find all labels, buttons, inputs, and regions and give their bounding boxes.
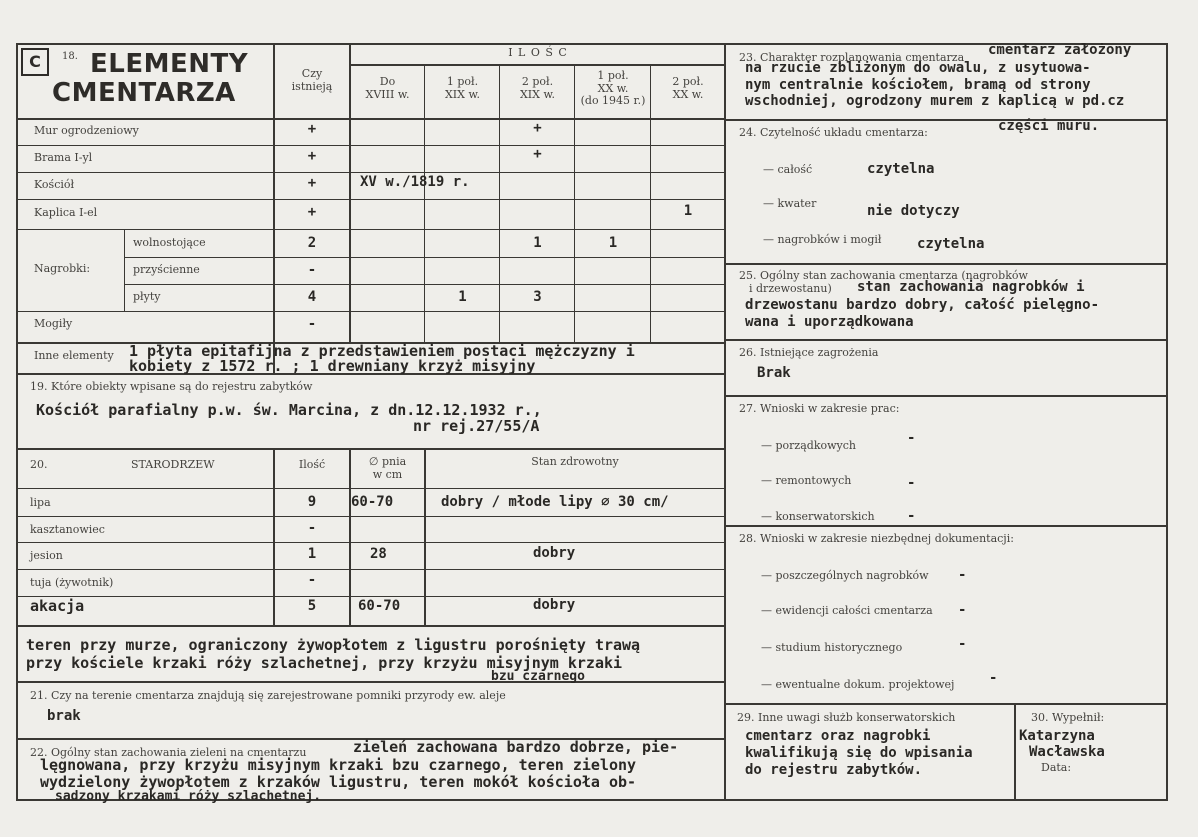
rule	[16, 488, 726, 489]
column-pnia	[351, 456, 424, 481]
column-czy-line1: Czy	[301, 67, 323, 80]
rule	[16, 596, 726, 597]
rule	[499, 64, 500, 343]
tree-stan: dobry	[533, 597, 576, 613]
date-label: Data:	[1041, 761, 1072, 774]
section-25-line3: wana i uporządkowana	[745, 314, 914, 330]
value-wolno-count: 2	[307, 235, 317, 251]
column-ilosc: Ilość	[298, 458, 326, 471]
section-title-line1: ELEMENTY	[90, 49, 249, 79]
filled-by-name1: Katarzyna	[1019, 728, 1095, 744]
doc-item-label: — poszczególnych nagrobków	[761, 569, 929, 582]
section-29-label: 29. Inne uwagi służb konserwatorskich	[737, 711, 956, 724]
period-header-2	[426, 76, 499, 101]
period-header-1-line1: Do	[379, 75, 396, 88]
rule	[349, 64, 725, 66]
section-26-label: 26. Istniejące zagrożenia	[739, 346, 879, 359]
row-label-kosciol: Kościół	[34, 178, 75, 191]
doc-item-value: -	[958, 636, 967, 652]
section-22-line1: zieleń zachowana bardzo dobrze, pie-	[353, 738, 679, 756]
notes-line1: teren przy murze, ograniczony żywopłotem z ligustru porośnięty trawą	[26, 636, 641, 654]
section-letter-box: C	[21, 48, 49, 76]
remontowych-value: -	[907, 475, 916, 491]
rule	[16, 516, 726, 517]
column-group-ilosc: I L O Ś C	[508, 46, 568, 59]
section-title-line2: CMENTARZA	[52, 78, 236, 108]
rule	[424, 448, 426, 626]
period-header-4-line1: 1 poł.	[597, 69, 629, 82]
tree-pnia: 60-70	[358, 598, 401, 614]
remontowych-label: — remontowych	[761, 474, 852, 487]
value-plyty-count: 4	[307, 289, 317, 305]
rule	[424, 64, 425, 343]
row-label-inne: Inne elementy	[34, 349, 114, 362]
tree-name: kasztanowiec	[30, 523, 105, 536]
section-25-label-line1: 25. Ogólny stan zachowania cmentarza (nagrobków	[739, 269, 1028, 282]
section-19-line1: Kościół parafialny p.w. św. Marcina, z dn.12.12.1932 r.,	[36, 401, 542, 419]
tree-stan: dobry / młode lipy ∅ 30 cm/	[441, 494, 669, 510]
period-header-4-line2: XX w.	[597, 81, 629, 95]
rule	[724, 703, 1168, 705]
period-header-3	[501, 76, 574, 101]
column-pnia-line2: w cm	[372, 467, 403, 481]
period-header-4	[576, 70, 650, 108]
period-header-2-line1: 1 poł.	[446, 75, 479, 88]
tree-name: tuja (żywotnik)	[30, 576, 114, 589]
frame-left	[16, 43, 18, 801]
value-mur-exists: +	[307, 121, 317, 137]
tree-count: -	[307, 572, 317, 588]
section-number: 18.	[62, 51, 78, 62]
tree-name: jesion	[30, 549, 63, 562]
kwater-label: — kwater	[763, 197, 817, 210]
konserwatorskich-label: — konserwatorskich	[761, 510, 875, 523]
section-23-line3: nym centralnie kościołem, bramą od strony	[745, 77, 1091, 93]
column-stan: Stan zdrowotny	[531, 455, 619, 468]
tree-count: 9	[307, 494, 317, 510]
tree-name: lipa	[30, 496, 51, 509]
rule	[16, 172, 726, 173]
section-29-line3: do rejestru zabytków.	[745, 762, 923, 778]
section-22-label: 22. Ogólny stan zachowania zieleni na cmentarzu	[30, 746, 307, 759]
section-21-label: 21. Czy na terenie cmentarza znajdują się zarejestrowane pomniki przyrody ew. aleje	[30, 689, 506, 702]
section-23-line4: wschodniej, ogrodzony murem z kaplicą w pd.cz	[745, 93, 1125, 109]
calosc-value: czytelna	[867, 161, 935, 177]
nagrobkow-value: czytelna	[917, 236, 985, 252]
value-mogily-count: -	[307, 316, 317, 332]
tree-pnia: 60-70	[351, 494, 394, 510]
notes-line3: bzu czarnego	[491, 669, 585, 684]
period-header-3-line2: XIX w.	[519, 87, 556, 101]
row-label-brama: Brama I-yl	[34, 151, 93, 164]
period-header-5-line1: 2 poł.	[672, 75, 704, 88]
section-23-line1: cmentarz założony	[988, 42, 1132, 58]
row-label-mogily: Mogiły	[34, 317, 73, 330]
doc-item-value: -	[958, 567, 967, 583]
row-label-wolnostojace: wolnostojące	[133, 236, 206, 249]
value-przy-count: -	[307, 262, 317, 278]
value-brama-exists: +	[307, 148, 317, 164]
period-header-5	[652, 76, 724, 101]
rule	[16, 448, 726, 450]
rule	[724, 339, 1168, 341]
rule	[16, 229, 726, 230]
kwater-value: nie dotyczy	[867, 203, 960, 219]
rule	[724, 525, 1168, 527]
section-26-value: Brak	[757, 365, 791, 381]
rule	[1014, 703, 1016, 801]
section-24-label: 24. Czytelność układu cmentarza:	[739, 126, 928, 139]
section-29-line1: cmentarz oraz nagrobki	[745, 728, 931, 744]
section-22-line4: sadzony krzakami róży szlachetnej.	[55, 789, 322, 804]
rule	[650, 64, 651, 343]
tree-pnia: 28	[370, 546, 387, 562]
section-20-title: STARODRZEW	[131, 458, 215, 471]
calosc-label: — całość	[763, 163, 813, 176]
tree-name: akacja	[30, 597, 85, 615]
inne-text-line2: kobiety z 1572 r. ; 1 drewniany krzyż misyjny	[129, 357, 536, 375]
value-mur-p3: +	[533, 120, 542, 136]
period-header-2-line2: XIX w.	[444, 87, 481, 101]
column-pnia-line1: ∅ pnia	[368, 455, 407, 468]
row-label-przyscienne: przyścienne	[133, 263, 200, 276]
value-kosciol-p1: XV w./1819 r.	[360, 174, 470, 190]
period-header-1-line2: XVIII w.	[365, 87, 410, 101]
value-plyty-p2: 1	[458, 289, 467, 305]
rule	[724, 395, 1168, 397]
rule	[16, 311, 726, 312]
divider-main	[724, 43, 726, 801]
section-22-line3: wydzielony żywopłotem z krzaków ligustru, teren mokół kościoła ob-	[40, 773, 637, 791]
section-30-label: 30. Wypełnił:	[1031, 711, 1105, 724]
tree-count: 1	[307, 546, 317, 562]
section-19-line2: nr rej.27/55/A	[413, 417, 540, 435]
period-header-3-line1: 2 poł.	[521, 75, 554, 88]
rule	[124, 284, 726, 285]
rule	[574, 64, 575, 343]
row-label-kaplica: Kaplica I-el	[34, 206, 98, 219]
value-wolno-p4: 1	[608, 235, 618, 251]
section-25-line2: drzewostanu bardzo dobry, całość pielęgno-	[745, 297, 1100, 313]
rule	[16, 625, 726, 627]
section-23-label: 23. Charakter rozplanowania cmentarza	[739, 51, 965, 64]
section-22-line2: lęgnowana, przy krzyżu misyjnym krzaki bzu czarnego, teren zielony	[40, 756, 637, 774]
inne-text-line1: 1 płyta epitafijna z przedstawieniem postaci mężczyzny i	[129, 342, 635, 360]
row-label-mur: Mur ogrodzeniowy	[34, 124, 139, 137]
doc-item-label: — ewidencji całości cmentarza	[761, 604, 933, 617]
period-header-5-line2: XX w.	[672, 87, 704, 101]
section-23-line5: części muru.	[998, 118, 1100, 134]
section-19-label: 19. Które obiekty wpisane są do rejestru zabytków	[30, 380, 313, 393]
tree-stan: dobry	[533, 545, 576, 561]
row-label-plyty: płyty	[133, 290, 161, 303]
value-kaplica-exists: +	[307, 204, 317, 220]
tree-count: 5	[307, 598, 317, 614]
frame-right	[1166, 43, 1168, 801]
value-wolno-p3: 1	[533, 235, 542, 251]
notes-line2: przy kościele krzaki róży szlachetnej, przy krzyżu misyjnym krzaki	[26, 654, 623, 672]
column-czy	[275, 68, 349, 93]
section-29-line2: kwalifikują się do wpisania	[745, 745, 973, 761]
section-27-label: 27. Wnioski w zakresie prac:	[739, 402, 900, 415]
section-21-value: brak	[47, 708, 81, 724]
rule	[16, 199, 726, 200]
konserwatorskich-value: -	[907, 508, 916, 524]
section-20-number: 20.	[30, 458, 48, 471]
porzadkowych-label: — porządkowych	[761, 439, 856, 452]
doc-item-value: -	[958, 602, 967, 618]
rule	[16, 542, 726, 543]
value-kosciol-exists: +	[307, 175, 317, 191]
filled-by-name2: Wacławska	[1029, 744, 1105, 760]
rule	[724, 263, 1168, 265]
column-czy-line2: istnieją	[291, 79, 333, 93]
nagrobkow-label: — nagrobków i mogił	[763, 233, 882, 246]
section-25-line1: stan zachowania nagrobków i	[857, 279, 1085, 295]
value-kaplica-p5: 1	[683, 203, 693, 219]
rule	[16, 569, 726, 570]
section-23-line2: na rzucie zbliżonym do owalu, z usytuowa-	[745, 60, 1091, 76]
doc-item-value: -	[989, 670, 998, 686]
rule	[124, 229, 125, 311]
rule	[16, 118, 726, 120]
porzadkowych-value: -	[907, 430, 916, 446]
rule	[16, 681, 726, 683]
section-25-label-line2: i drzewostanu)	[749, 282, 832, 295]
doc-item-label: — ewentualne dokum. projektowej	[761, 678, 955, 691]
doc-item-label: — studium historycznego	[761, 641, 903, 654]
section-28-label: 28. Wnioski w zakresie niezbędnej dokumentacji:	[739, 532, 1014, 545]
tree-count: -	[307, 520, 317, 536]
rule	[124, 257, 726, 258]
period-header-4-line3: (do 1945 r.)	[580, 94, 646, 108]
rule	[16, 145, 726, 146]
row-label-nagrobki: Nagrobki:	[34, 262, 91, 275]
period-header-1	[351, 76, 424, 101]
value-brama-p3: +	[533, 146, 542, 162]
rule	[724, 119, 1168, 121]
value-plyty-p3: 3	[533, 289, 542, 305]
